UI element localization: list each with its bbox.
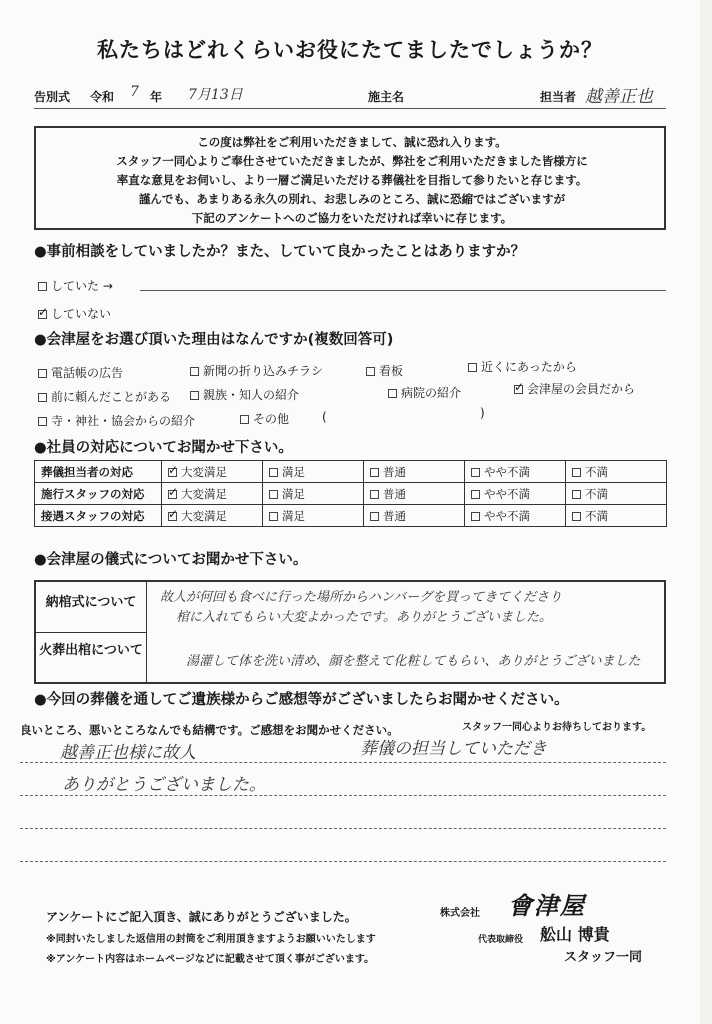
company-prefix: 株式会社 — [440, 908, 480, 919]
rating-cell[interactable]: ✓ 大変満足 — [162, 505, 263, 527]
rating-cell[interactable]: やや不満 — [465, 505, 566, 527]
q2-option[interactable]: 看板 — [366, 362, 403, 379]
comment-rule — [20, 828, 666, 829]
label-divider — [36, 632, 146, 633]
checked-checkbox-icon: ✓ — [168, 506, 179, 521]
checkbox-icon — [572, 490, 581, 499]
checkbox-icon — [269, 512, 278, 521]
year-value: 7 — [130, 84, 139, 100]
rating-cell[interactable]: やや不満 — [465, 483, 566, 505]
answer-encoffining-1: 故人が何回も食べに行った場所からハンバーグを買ってきてくださり — [160, 590, 563, 605]
checkbox-icon — [190, 367, 199, 376]
rating-cell[interactable]: 普通 — [364, 505, 465, 527]
q2-option[interactable]: 新聞の折り込みチラシ — [190, 362, 323, 379]
checkbox-icon — [471, 512, 480, 521]
comment-line-2: ありがとうございました。 — [62, 775, 266, 795]
rating-cell[interactable]: 不満 — [566, 461, 667, 483]
staff-signature: スタッフ一同 — [564, 950, 643, 965]
q4-question: ●会津屋の儀式についてお聞かせ下さい。 — [34, 552, 308, 568]
checkbox-icon — [370, 468, 379, 477]
rating-cell[interactable]: 不満 — [566, 483, 667, 505]
row-label: 接遇スタッフの対応 — [35, 505, 162, 527]
notice-line: 率直な意見をお伺いし、より一層ご満足いただける葬儀社を目指して参りたいと存じます。 — [116, 173, 588, 187]
answer-line — [140, 290, 666, 291]
q5-question: ●今回の葬儀を通してご遺族様からご感想等がございましたらお聞かせください。 — [34, 692, 569, 708]
rating-cell[interactable]: 不満 — [566, 505, 667, 527]
checkbox-icon — [38, 393, 47, 402]
header-underline — [34, 108, 666, 109]
checkbox-icon — [471, 490, 480, 499]
table-row — [35, 505, 667, 527]
comment-rule — [20, 762, 666, 763]
checkbox-icon — [38, 369, 47, 378]
answer-encoffining-2: 棺に入れてもらい大変よかったです。ありがとうございました。 — [176, 610, 552, 625]
staff-label: 担当者 — [540, 90, 577, 104]
footer-note-2: ※アンケート内容はホームページなどに記載させて頂く事がございます。 — [46, 954, 375, 965]
table-row — [35, 483, 667, 505]
checkbox-icon — [269, 468, 278, 477]
rating-cell[interactable]: ✓ 大変満足 — [162, 461, 263, 483]
footer-note-1: ※同封いたしました返信用の封筒をご利用頂きますようお願いいたします — [46, 934, 376, 945]
staff-wait-text: スタッフ一同心よりお待ちしております。 — [462, 722, 652, 733]
checked-checkbox-icon: ✓ — [168, 484, 179, 499]
rating-cell[interactable]: ✓ 大変満足 — [162, 483, 263, 505]
comment-rule — [20, 861, 666, 862]
q1-question: ●事前相談をしていましたか？また、していて良かったことはありますか？ — [34, 244, 526, 260]
checkbox-icon — [38, 282, 47, 291]
other-paren-open: ( — [322, 410, 327, 424]
q1-option-yes[interactable]: していた → — [38, 277, 113, 294]
month-day-value: 7月13日 — [188, 87, 243, 103]
q2-option[interactable]: 電話帳の広告 — [38, 364, 123, 381]
rating-cell[interactable]: 満足 — [263, 461, 364, 483]
rep-name: 舩山 博貴 — [540, 925, 610, 944]
checkbox-icon — [190, 391, 199, 400]
date-label: 告別式 — [34, 90, 71, 104]
notice-line: 謹んでも、あまりある永久の別れ、お悲しみのところ、誠に恐縮ではございますが — [138, 192, 566, 206]
label-cremation: 火葬出棺について — [39, 643, 143, 658]
q2-option[interactable]: 前に頼んだことがある — [38, 388, 171, 405]
q2-option[interactable]: 親族・知人の紹介 — [190, 386, 299, 403]
rating-cell[interactable]: 満足 — [263, 483, 364, 505]
notice-line: スタッフ一同心よりご奉仕させていただきましたが、弊社をご利用いただきました皆様方に — [116, 154, 588, 168]
checkbox-icon — [370, 490, 379, 499]
checked-checkbox-icon: ✓ — [38, 305, 49, 319]
company-logo: 會津屋 — [508, 891, 586, 920]
checkbox-icon — [471, 468, 480, 477]
rating-cell[interactable]: 普通 — [364, 461, 465, 483]
q2-option[interactable]: 病院の紹介 — [388, 384, 461, 401]
row-label: 施行スタッフの対応 — [35, 483, 162, 505]
notice-line: 下記のアンケートへのご協力をいただければ幸いに存じます。 — [191, 211, 513, 225]
rating-cell[interactable]: 普通 — [364, 483, 465, 505]
page-edge — [700, 0, 712, 1024]
table-row — [35, 461, 667, 483]
checked-checkbox-icon: ✓ — [514, 380, 525, 394]
checkbox-icon — [366, 367, 375, 376]
page-title: 私たちはどれくらいお役にたてましたでしょうか？ — [97, 38, 603, 62]
notice-box — [34, 126, 666, 230]
checkbox-icon — [240, 415, 249, 424]
label-encoffining: 納棺式について — [45, 595, 137, 610]
comment-rule — [20, 795, 666, 796]
checkbox-icon — [572, 468, 581, 477]
checkbox-icon — [572, 512, 581, 521]
rating-cell[interactable]: やや不満 — [465, 461, 566, 483]
row-label: 葬儀担当者の対応 — [35, 461, 162, 483]
column-divider — [146, 582, 147, 682]
checked-checkbox-icon: ✓ — [168, 462, 179, 477]
q1-option-no[interactable]: ✓ していない — [38, 305, 112, 321]
footer-thanks: アンケートにご記入頂き、誠にありがとうございました。 — [46, 910, 357, 924]
checkbox-icon — [38, 417, 47, 426]
checkbox-icon — [370, 512, 379, 521]
comment-line-1b: 葬儀の担当していただき — [360, 739, 547, 759]
ceremony-box — [34, 580, 666, 684]
rating-table — [34, 460, 667, 527]
q2-question: ●会津屋をお選び頂いた理由はなんですか(複数回答可) — [34, 332, 394, 348]
q3-question: ●社員の対応についてお聞かせ下さい。 — [34, 440, 293, 456]
rating-cell[interactable]: 満足 — [263, 505, 364, 527]
host-label: 施主名 — [368, 90, 405, 104]
q2-option-checked[interactable]: ✓ 会津屋の会員だから — [514, 380, 636, 396]
q2-option[interactable]: 近くにあったから — [468, 358, 577, 375]
staff-name: 越善正也 — [585, 87, 653, 107]
rep-title: 代表取締役 — [478, 935, 524, 945]
checkbox-icon — [468, 363, 477, 372]
answer-cremation: 湯灌して体を洗い清め、顔を整えて化粧してもらい、ありがとうございました — [186, 654, 641, 669]
other-paren-close: ) — [480, 406, 485, 420]
era-label: 令和 — [90, 90, 115, 104]
q2-option[interactable]: その他 — [240, 410, 289, 427]
comment-line-1a: 越善正也様に故人 — [60, 743, 196, 763]
notice-line: この度は弊社をご利用いただきまして、誠に恐れ入ります。 — [197, 135, 507, 149]
year-unit: 年 — [150, 90, 163, 104]
q2-option[interactable]: 寺・神社・協会からの紹介 — [38, 412, 195, 429]
checkbox-icon — [388, 389, 397, 398]
checkbox-icon — [269, 490, 278, 499]
q5-prompt: 良いところ、悪いところなんでも結構です。ご感想をお聞かせください。 — [20, 723, 399, 737]
